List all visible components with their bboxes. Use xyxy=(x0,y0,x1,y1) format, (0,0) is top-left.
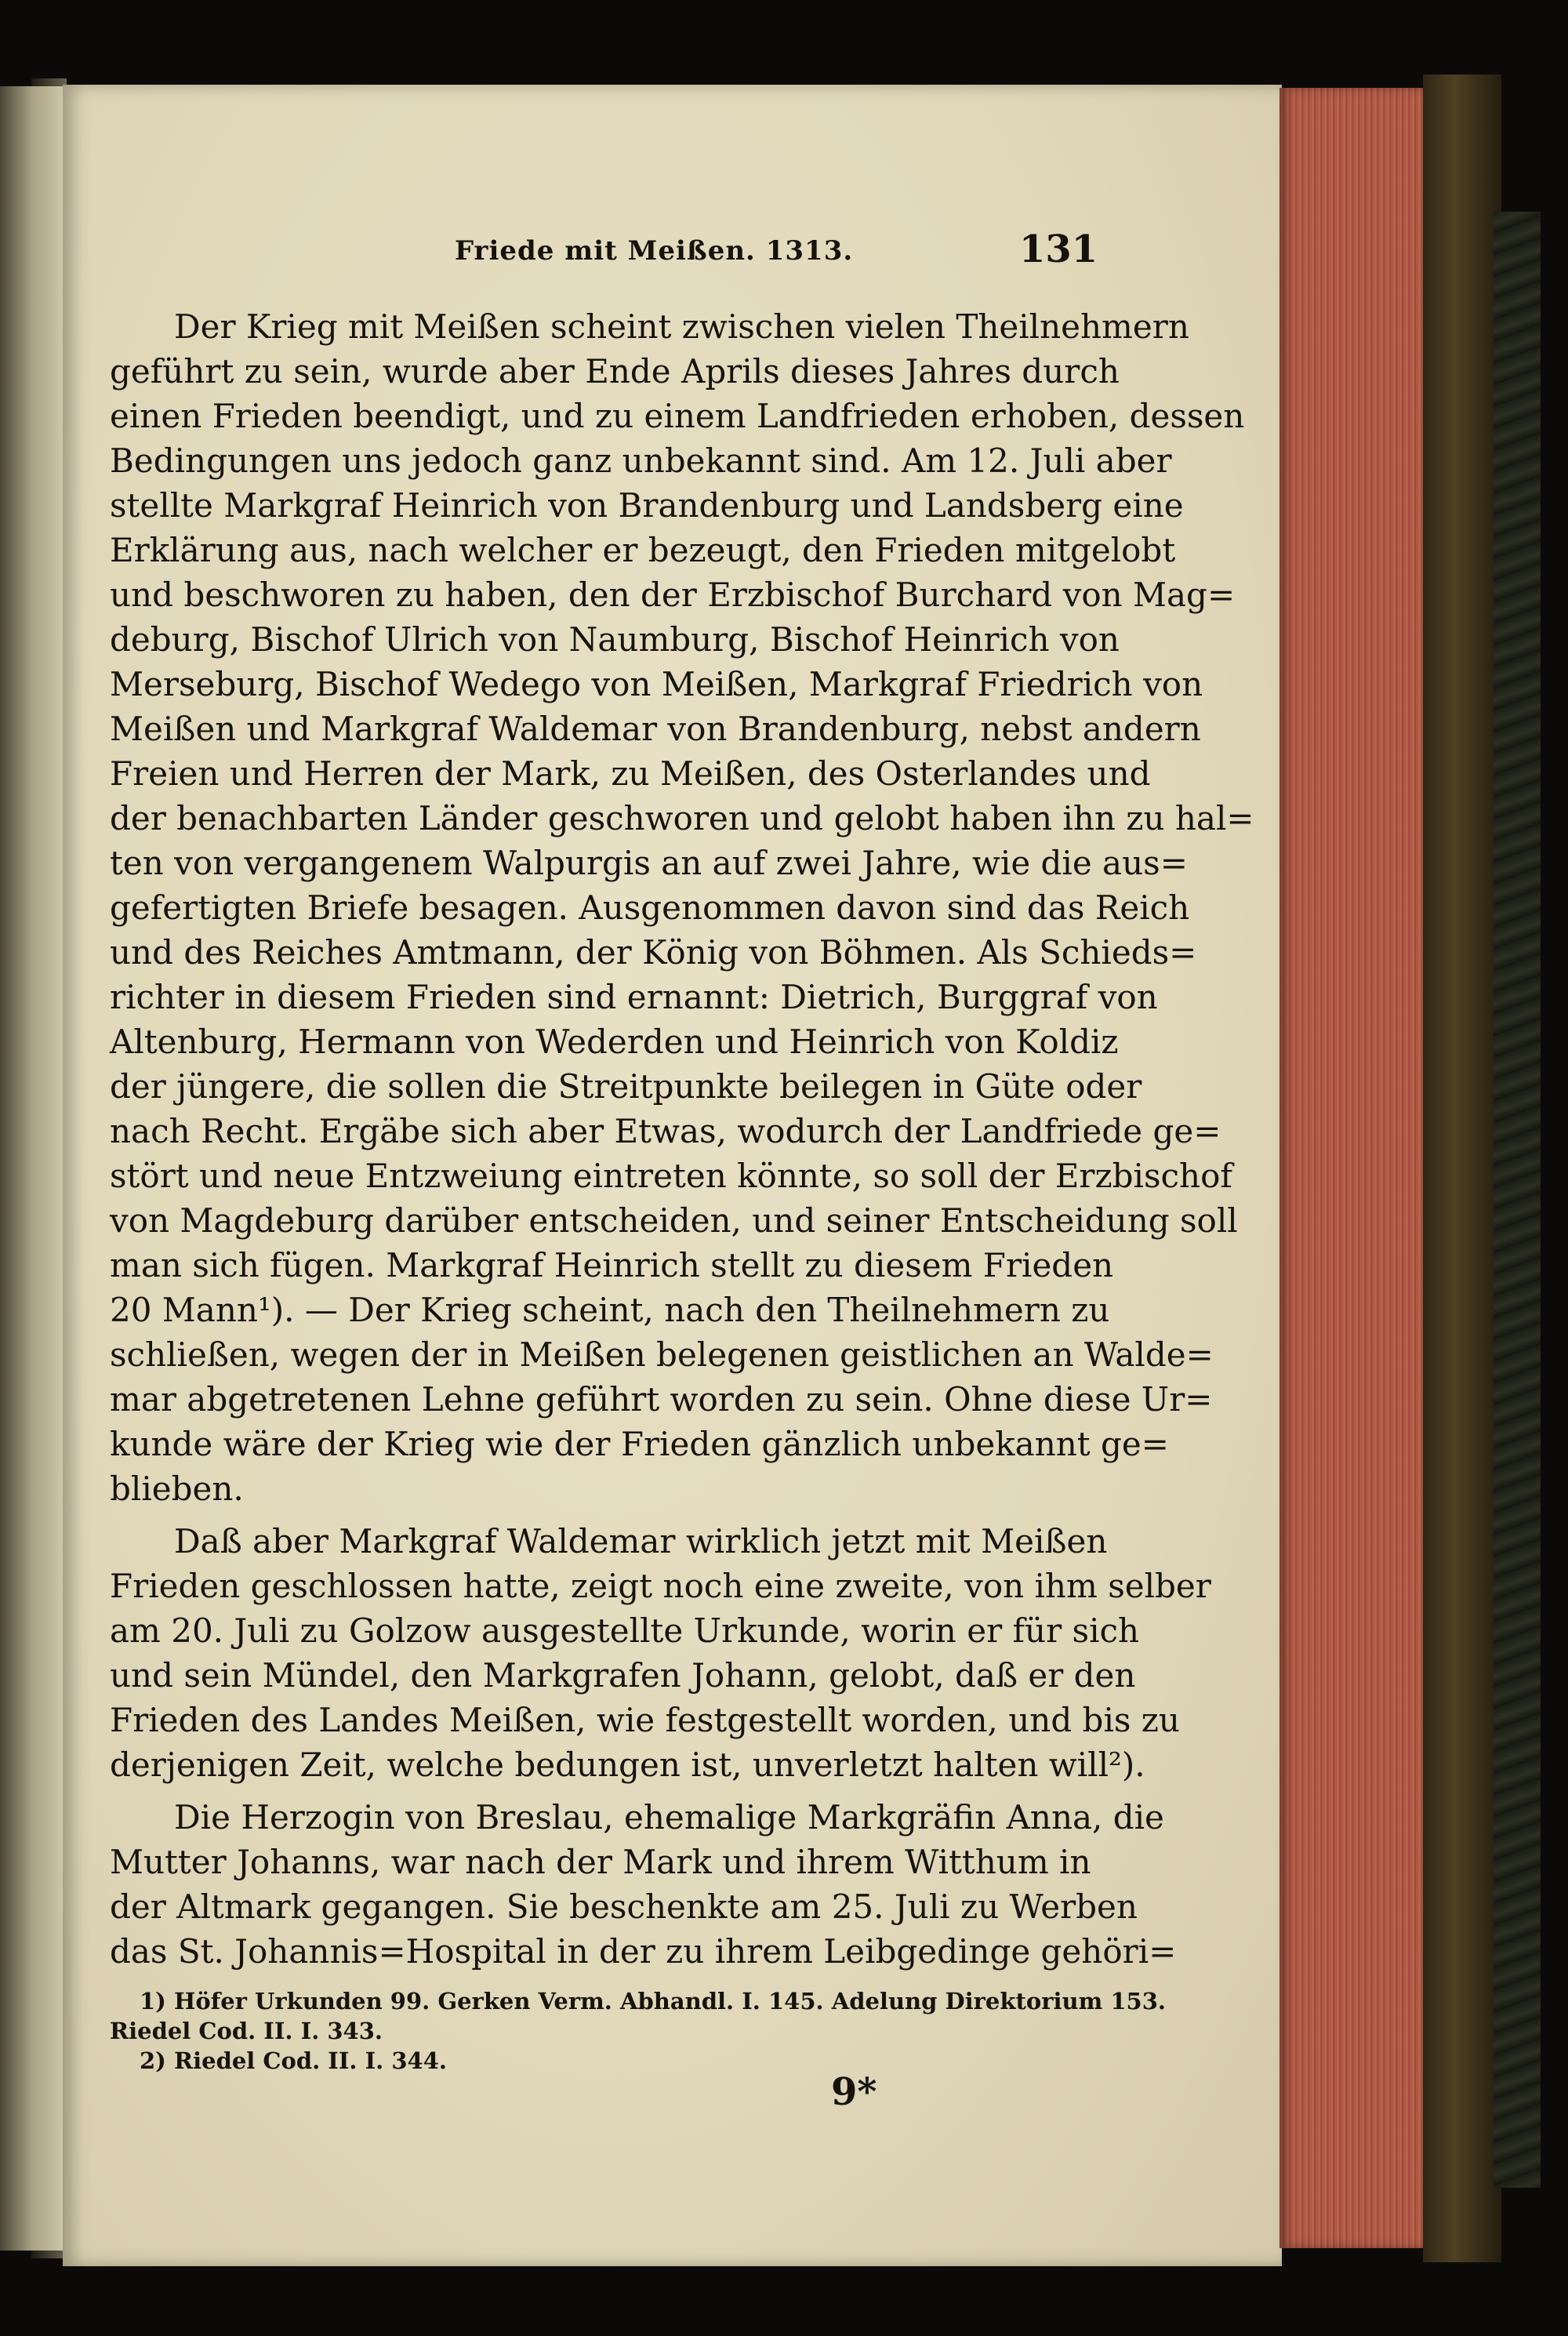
text-line: einen Frieden beendigt, und zu einem Landfrieden erhoben, dessen xyxy=(110,397,1245,435)
text-line: geführt zu sein, wurde aber Ende Aprils dieses Jahres durch xyxy=(110,352,1120,391)
page-number: 131 xyxy=(1019,227,1098,271)
signature-mark: 9* xyxy=(831,2070,877,2114)
text-line: Erklärung aus, nach welcher er bezeugt, den Frieden mitgelobt xyxy=(110,531,1176,569)
text-line: der Altmark gegangen. Sie beschenkte am 25. Juli zu Werben xyxy=(110,1887,1138,1926)
text-line: Bedingungen uns jedoch ganz unbekannt sind. Am 12. Juli aber xyxy=(110,441,1172,480)
text-line: Daß aber Markgraf Waldemar wirklich jetzt mit Meißen xyxy=(174,1522,1108,1560)
footnote-line: 1) Höfer Urkunden 99. Gerken Verm. Abhandl. I. 145. Adelung Direktorium 153. xyxy=(140,1988,1167,2014)
text-line: Mutter Johanns, war nach der Mark und ihrem Witthum in xyxy=(110,1843,1091,1881)
text-line: und beschworen zu haben, den der Erzbischof Burchard von Mag= xyxy=(110,576,1236,614)
text-line: Meißen und Markgraf Waldemar von Brandenburg, nebst andern xyxy=(110,710,1201,748)
text-line: deburg, Bischof Ulrich von Naumburg, Bischof Heinrich von xyxy=(110,620,1120,659)
text-line: schließen, wegen der in Meißen belegenen geistlichen an Walde= xyxy=(110,1335,1214,1374)
body-text xyxy=(110,304,1254,1974)
text-line: man sich fügen. Markgraf Heinrich stellt zu diesem Frieden xyxy=(110,1246,1114,1284)
text-line: Der Krieg mit Meißen scheint zwischen vielen Theilnehmern xyxy=(174,307,1189,346)
footnote-line: Riedel Cod. II. I. 343. xyxy=(110,2018,383,2044)
running-head: Friede mit Meißen. 1313. xyxy=(455,235,854,267)
text-line: der jüngere, die sollen die Streitpunkte beilegen in Güte oder xyxy=(110,1067,1142,1106)
page-block-red-edge xyxy=(1279,88,1428,2248)
text-line: und sein Mündel, den Markgrafen Johann, gelobt, daß er den xyxy=(110,1656,1136,1695)
footnotes xyxy=(110,1986,1167,2076)
text-line: Freien und Herren der Mark, zu Meißen, des Osterlandes und xyxy=(110,754,1151,793)
text-line: stellte Markgraf Heinrich von Brandenburg und Landsberg eine xyxy=(110,486,1184,525)
paragraph-1 xyxy=(110,304,1254,1511)
text-line: Altenburg, Hermann von Wederden und Heinrich von Koldiz xyxy=(110,1023,1119,1061)
left-page-edge xyxy=(0,86,63,2251)
text-line: ten von vergangenem Walpurgis an auf zwei Jahre, wie die aus= xyxy=(110,844,1188,882)
text-line: derjenigen Zeit, welche bedungen ist, unverletzt halten will²). xyxy=(110,1746,1145,1784)
paragraph-3 xyxy=(110,1795,1177,1974)
text-line: kunde wäre der Krieg wie der Frieden gänzlich unbekannt ge= xyxy=(110,1425,1169,1463)
text-line: Frieden des Landes Meißen, wie festgestellt worden, und bis zu xyxy=(110,1701,1180,1739)
text-line: richter in diesem Frieden sind ernannt: Dietrich, Burggraf von xyxy=(110,978,1158,1016)
paragraph-2 xyxy=(110,1519,1211,1787)
text-line: blieben. xyxy=(110,1470,244,1508)
footnote-line: 2) Riedel Cod. II. I. 344. xyxy=(140,2047,448,2074)
text-line: Merseburg, Bischof Wedego von Meißen, Markgraf Friedrich von xyxy=(110,665,1203,703)
book-cover xyxy=(1423,74,1501,2262)
text-line: am 20. Juli zu Golzow ausgestellte Urkunde, worin er für sich xyxy=(110,1611,1140,1650)
cover-marbling xyxy=(1494,212,1541,2188)
text-line: nach Recht. Ergäbe sich aber Etwas, wodurch der Landfriede ge= xyxy=(110,1112,1221,1150)
text-line: und des Reiches Amtmann, der König von Böhmen. Als Schieds= xyxy=(110,933,1197,972)
text-line: der benachbarten Länder geschworen und gelobt haben ihn zu hal= xyxy=(110,799,1254,837)
text-line: stört und neue Entzweiung eintreten könnte, so soll der Erzbischof xyxy=(110,1157,1232,1195)
text-line: Frieden geschlossen hatte, zeigt noch eine zweite, von ihm selber xyxy=(110,1567,1211,1605)
text-line: gefertigten Briefe besagen. Ausgenommen davon sind das Reich xyxy=(110,888,1190,927)
text-line: das St. Johannis=Hospital in der zu ihrem Leibgedinge gehöri= xyxy=(110,1932,1177,1971)
text-line: Die Herzogin von Breslau, ehemalige Markgräfin Anna, die xyxy=(174,1798,1164,1836)
text-line: 20 Mann¹). — Der Krieg scheint, nach den Theilnehmern zu xyxy=(110,1291,1110,1329)
text-line: mar abgetretenen Lehne geführt worden zu sein. Ohne diese Ur= xyxy=(110,1380,1213,1419)
text-line: von Magdeburg darüber entscheiden, und seiner Entscheidung soll xyxy=(110,1201,1238,1240)
